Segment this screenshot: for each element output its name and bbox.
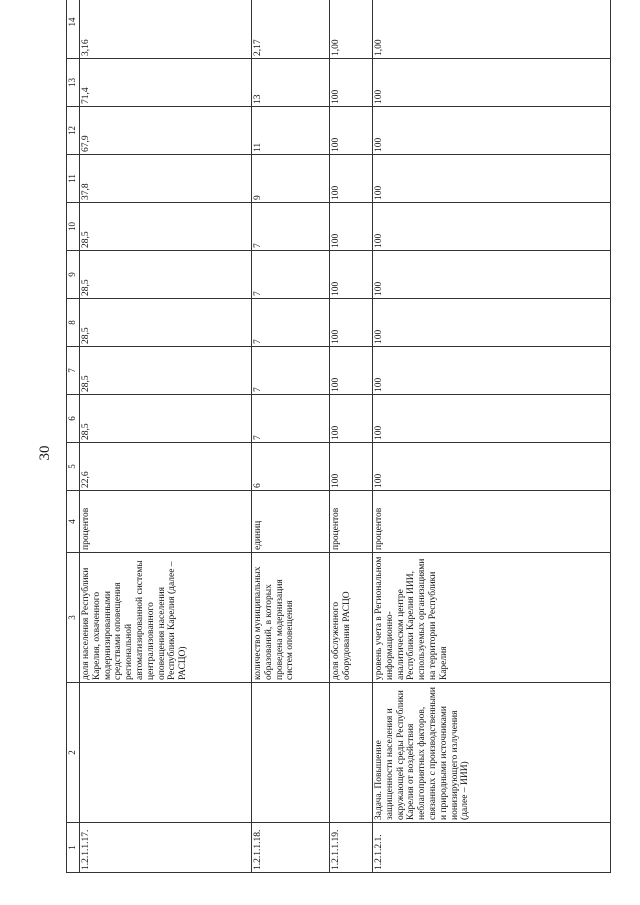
value-cell: 13: [252, 59, 330, 107]
header-cell: 12: [67, 107, 80, 155]
indicator-cell: количество муниципальных образований, в которых проведена модернизация систем оповещения: [252, 553, 330, 683]
value-cell: 100: [330, 395, 373, 443]
indicators-table: [66, 0, 611, 873]
value-cell: 100: [373, 251, 611, 299]
header-cell: 3: [67, 553, 80, 683]
task-cell: [80, 683, 252, 823]
value-cell: 37,8: [80, 155, 252, 203]
value-cell: 7: [252, 347, 330, 395]
value-cell: 1,00: [330, 0, 373, 59]
header-cell: 10: [67, 203, 80, 251]
value-cell: 3,16: [80, 0, 252, 59]
page-number: 30: [37, 445, 53, 461]
header-cell: 11: [67, 155, 80, 203]
value-cell: 7: [252, 251, 330, 299]
value-cell: 9: [252, 155, 330, 203]
value-cell: 100: [373, 203, 611, 251]
value-cell: 100: [330, 203, 373, 251]
header-cell: 7: [67, 347, 80, 395]
rotated-table-container: [66, 17, 611, 873]
header-cell: 13: [67, 59, 80, 107]
value-cell: 100: [330, 251, 373, 299]
unit-cell: единиц: [252, 491, 330, 553]
value-cell: 100: [330, 443, 373, 491]
value-cell: 100: [373, 347, 611, 395]
task-cell: Задача. Повышение защищенности населения и окружающей среды Республики Карелия от воздействия неблагоприятных факторов, связанных с производственными и природными источниками ионизирующего излучения (далее – ИИИ): [373, 683, 611, 823]
header-cell: 14: [67, 0, 80, 59]
value-cell: 100: [373, 59, 611, 107]
indicator-cell: доля населения Республики Карелия, охваченного модернизированными средствами оповещения региональной автоматизированной системы централизованного оповещения населения Республики Карелия (далее – РАСЦО): [80, 553, 252, 683]
table-row: [80, 0, 252, 873]
value-cell: 6: [252, 443, 330, 491]
row-code: 1.2.1.2.1.: [373, 823, 611, 873]
value-cell: 100: [330, 59, 373, 107]
value-cell: 2,17: [252, 0, 330, 59]
header-cell: 9: [67, 251, 80, 299]
header-cell: 1: [67, 823, 80, 873]
value-cell: 22,6: [80, 443, 252, 491]
table-row: [373, 0, 611, 873]
value-cell: 7: [252, 395, 330, 443]
indicator-cell: уровень учета в Региональном информационно-аналитическом центре Республики Карелия ИИИ, используемых организациями на территории Республики Карелия: [373, 553, 611, 683]
header-row: [67, 0, 80, 873]
value-cell: 100: [373, 107, 611, 155]
table-row: [252, 0, 330, 873]
value-cell: 28,5: [80, 347, 252, 395]
header-cell: 8: [67, 299, 80, 347]
value-cell: 28,5: [80, 251, 252, 299]
row-code: 1.2.1.1.18.: [252, 823, 330, 873]
header-cell: 4: [67, 491, 80, 553]
value-cell: 28,5: [80, 395, 252, 443]
value-cell: 7: [252, 299, 330, 347]
row-code: 1.2.1.1.19.: [330, 823, 373, 873]
value-cell: 7: [252, 203, 330, 251]
value-cell: 100: [330, 347, 373, 395]
value-cell: 100: [373, 155, 611, 203]
indicator-cell: доля обслуженного оборудования РАСЦО: [330, 553, 373, 683]
value-cell: 100: [373, 395, 611, 443]
unit-cell: процентов: [80, 491, 252, 553]
value-cell: 100: [373, 443, 611, 491]
value-cell: 100: [373, 299, 611, 347]
header-cell: 2: [67, 683, 80, 823]
value-cell: 28,5: [80, 299, 252, 347]
value-cell: 11: [252, 107, 330, 155]
value-cell: 67,9: [80, 107, 252, 155]
unit-cell: процентов: [373, 491, 611, 553]
row-code: 1.2.1.1.17.: [80, 823, 252, 873]
task-cell: [330, 683, 373, 823]
table-row: [330, 0, 373, 873]
header-cell: 6: [67, 395, 80, 443]
task-cell: [252, 683, 330, 823]
value-cell: 100: [330, 107, 373, 155]
header-cell: 5: [67, 443, 80, 491]
value-cell: 100: [330, 299, 373, 347]
value-cell: 1,00: [373, 0, 611, 59]
value-cell: 28,5: [80, 203, 252, 251]
value-cell: 71,4: [80, 59, 252, 107]
value-cell: 100: [330, 155, 373, 203]
unit-cell: процентов: [330, 491, 373, 553]
